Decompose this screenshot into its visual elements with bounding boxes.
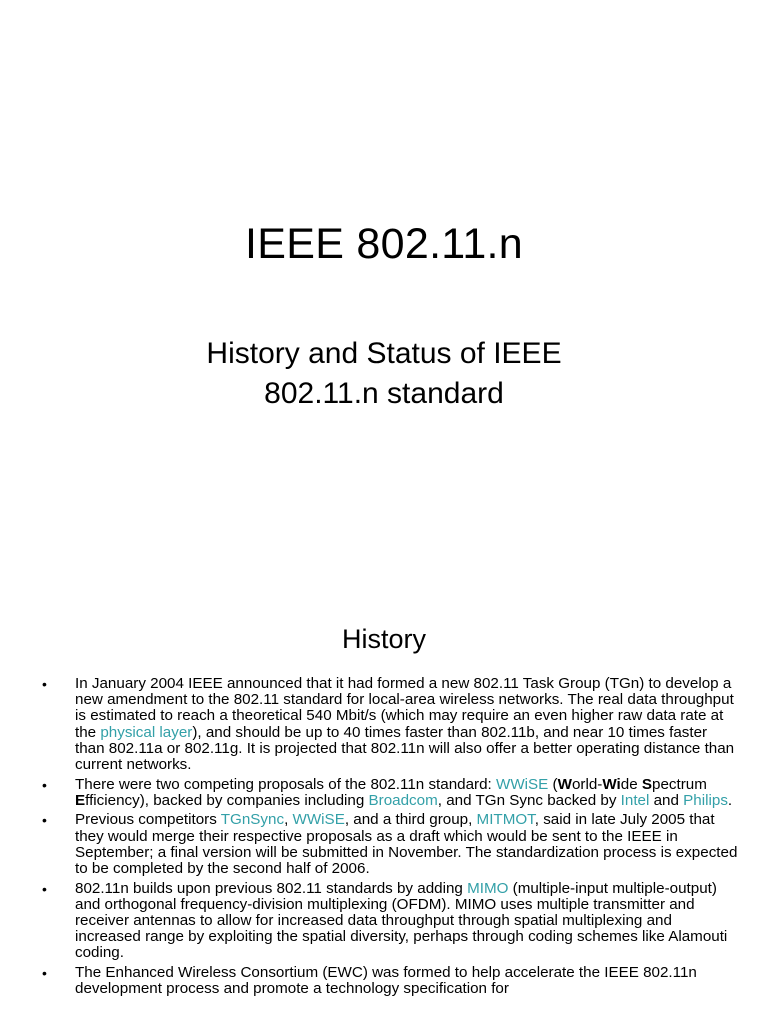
item-text: , xyxy=(284,811,293,829)
section-heading-history: History xyxy=(341,624,426,654)
list-item xyxy=(38,881,738,962)
item-text: ), and should be up to 40 times faster than 802.11b, and near 10 times faster than 802.11a or 802.11g. It is projected that 802.11n will also offer a better operating distance than current networks. xyxy=(75,723,735,774)
item-text: and xyxy=(649,791,684,809)
page-subtitle xyxy=(0,334,768,414)
bullet-icon: • xyxy=(42,965,47,982)
link-wwise[interactable]: WWiSE xyxy=(496,775,549,793)
link-broadcom[interactable]: Broadcom xyxy=(368,791,438,809)
bullet-icon: • xyxy=(42,880,47,897)
link-philips[interactable]: Philips xyxy=(683,791,728,809)
item-text: , said in late July 2005 that they would merge their respective proposals as a draft which would be sent to the IEEE in September; a final version will be submitted in November. The standardization process is expected to be completed by the second half of 2006. xyxy=(75,811,738,878)
list-item xyxy=(38,965,738,997)
bullet-icon: • xyxy=(42,676,47,692)
link-tgnsync[interactable]: TGnSync xyxy=(220,811,285,829)
history-bullet-list xyxy=(38,676,738,1001)
link-mimo[interactable]: MIMO xyxy=(467,879,509,897)
item-text: Previous competitors xyxy=(75,811,221,829)
item-text: The Enhanced Wireless Consortium (EWC) was formed to help accelerate the IEEE 802.11n development process and promote a technology specification for xyxy=(75,964,697,998)
item-text: pectrum xyxy=(652,775,707,793)
link-physical-layer[interactable]: physical layer xyxy=(100,723,193,741)
link-intel[interactable]: Intel xyxy=(620,791,650,809)
bullet-icon: • xyxy=(42,812,47,829)
subtitle-line-2: 802.11.n standard xyxy=(264,377,504,410)
bullet-icon: • xyxy=(42,776,47,793)
list-item xyxy=(38,676,738,773)
bold-letter: E xyxy=(75,791,86,809)
subtitle-line-1: History and Status of IEEE xyxy=(206,337,562,370)
bold-letter: W xyxy=(557,775,572,793)
item-text: . xyxy=(727,791,733,809)
item-text: , and TGn Sync backed by xyxy=(437,791,621,809)
bold-letter: Wi xyxy=(602,775,621,793)
item-text: 802.11n builds upon previous 802.11 standards by adding xyxy=(75,879,468,897)
item-text: de xyxy=(620,775,642,793)
item-text: orld- xyxy=(571,775,603,793)
item-text: fficiency), backed by companies including xyxy=(85,791,369,809)
item-text: There were two competing proposals of the 802.11n standard: xyxy=(75,775,496,793)
item-text: ( xyxy=(548,775,558,793)
item-text: In January 2004 IEEE announced that it had formed a new 802.11 Task Group (TGn) to develop a new amendment to the 802.11 standard for local-area wireless networks. The real data throughput is estimated to reach a theoretical 540 Mbit/s (which may require an even higher raw data rate at the xyxy=(75,675,734,741)
item-text: (multiple-input multiple-output) and orthogonal frequency-division multiplexing (OFDM). MIMO uses multiple transmitter and receiver antennas to allow for increased data throughput through spatial multiplexing and increased range by exploiting the spatial diversity, perhaps through coding schemes like Alamouti coding. xyxy=(75,879,728,962)
link-wwise[interactable]: WWiSE xyxy=(292,811,345,829)
link-mitmot[interactable]: MITMOT xyxy=(476,811,535,829)
list-item xyxy=(38,812,738,877)
page-title: IEEE 802.11.n xyxy=(244,220,524,268)
bold-letter: S xyxy=(641,775,653,793)
item-text: , and a third group, xyxy=(344,811,477,829)
list-item xyxy=(38,777,738,809)
